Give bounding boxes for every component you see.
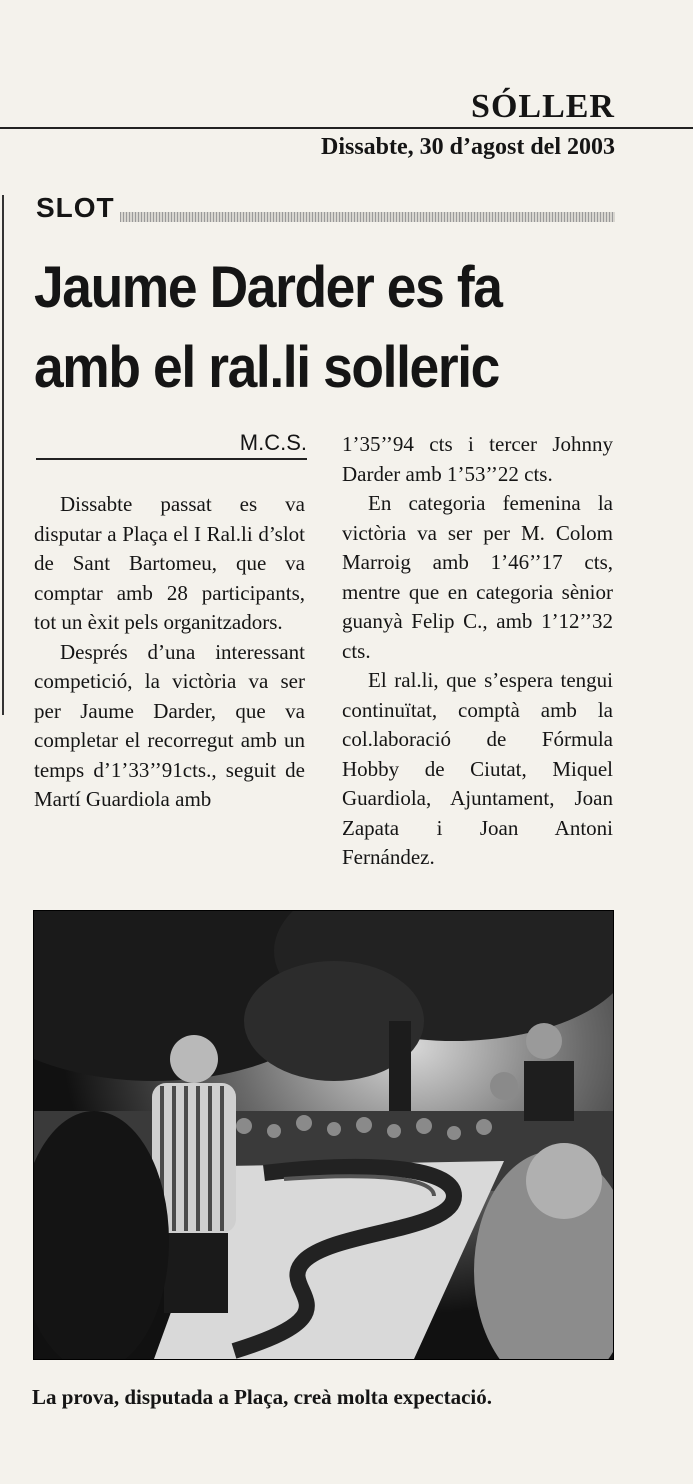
newspaper-name: SÓLLER [471,88,615,125]
byline-rule [36,458,307,460]
headline [34,248,604,408]
left-margin-rule [2,195,4,715]
byline: M.C.S. [239,430,307,455]
article-column-right [342,430,613,873]
paragraph: El ral.li, que s’espera tengui continuïtat, comptà amb la col.laboració de Fórmula Hobby de Ciutat, Miquel Guardiola, Ajuntament, Joan Zapata i Joan Antoni Fernández. [342,668,613,869]
headline-line-2: amb el ral.li solleric [34,335,499,400]
section-band [120,212,615,222]
paragraph: Dissabte passat es va disputar a Plaça el I Ral.li d’slot de Sant Bartomeu, que va comptar amb 28 participants, tot un èxit pels organitzadors. [34,492,305,634]
headline-line-1: Jaume Darder es fa [34,255,502,320]
article-photo [33,910,614,1360]
publication-date: Dissabte, 30 d’agost del 2003 [320,134,615,160]
article-column-left [34,490,305,815]
paragraph: Després d’una interessant competició, la victòria va ser per Jaume Darder, que va completar el recorregut amb un temps d’1’33’’91cts., seguit de Martí Guardiola amb [34,639,305,811]
paragraph: 1’35’’94 cts i tercer Johnny Darder amb 1’53’’22 cts. [342,432,613,486]
photo-caption: La prova, disputada a Plaça, creà molta expectació. [32,1385,493,1409]
header-rule [0,127,693,129]
section-label: SLOT [36,192,115,223]
photo-scene-slot-race [34,911,613,1359]
paragraph: En categoria femenina la victòria va ser per M. Colom Marroig amb 1’46’’17 cts, mentre que en categoria sènior guanyà Felip C., amb 1’12’’32 cts. [342,491,613,663]
